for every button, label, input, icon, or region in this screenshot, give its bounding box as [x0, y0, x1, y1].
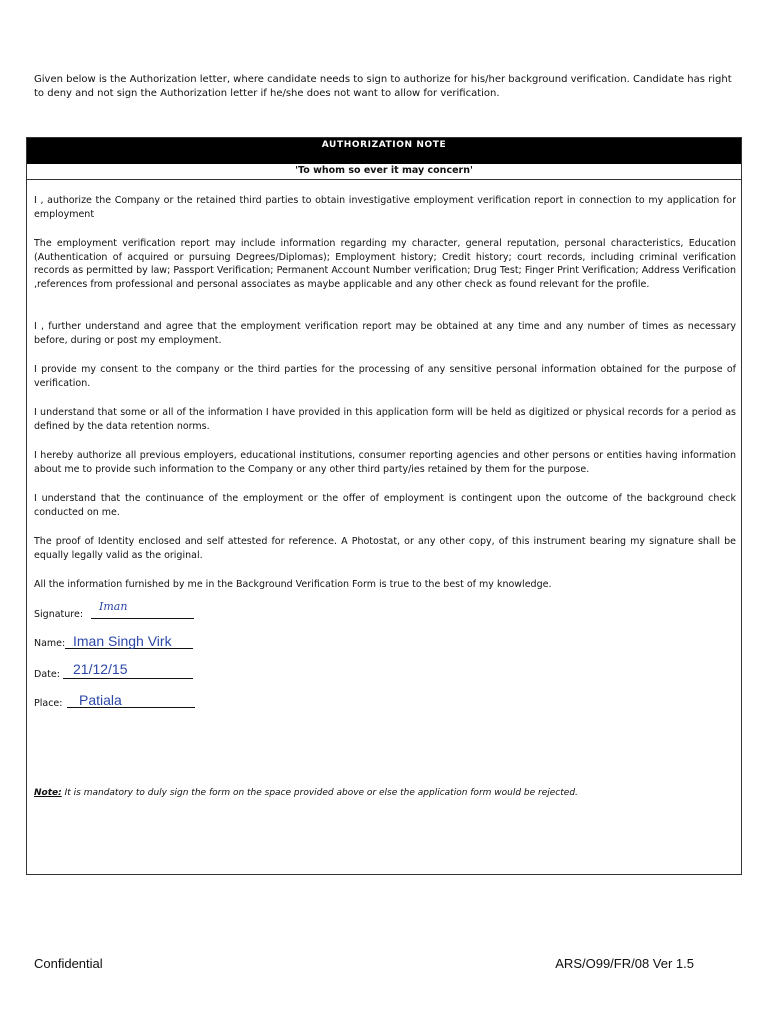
form-subtitle: 'To whom so ever it may concern': [27, 164, 741, 180]
paragraph-contingent: I understand that the continuance of the employment or the offer of employment is contingent upon the outcome of the background check conducted on me.: [34, 493, 736, 518]
signature-label: Signature:: [34, 609, 84, 620]
place-value: Patiala: [79, 692, 122, 708]
paragraph-authorize: I , authorize the Company or the retained third parties to obtain investigative employment verification report in connection to my application for employment: [34, 195, 736, 220]
paragraph-employers: I hereby authorize all previous employers, educational institutions, consumer reporting agencies and other persons or entities having information about me to provide such information to the Company or any other third party/ies retained by them for the purpose.: [34, 450, 736, 475]
note-text: It is mandatory to duly sign the form on the space provided above or else the application form would be rejected.: [64, 788, 578, 798]
name-value: Iman Singh Virk: [73, 633, 172, 649]
form-title: AUTHORIZATION NOTE: [321, 140, 447, 150]
signature-mark: Iman: [99, 600, 128, 613]
paragraph-true: All the information furnished by me in the Background Verification Form is true to the best of my knowledge.: [34, 579, 552, 590]
form-header: [27, 138, 741, 164]
authorization-form: [26, 137, 742, 875]
note-label: Note:: [34, 788, 62, 798]
footer-document-code: ARS/O99/FR/08 Ver 1.5: [555, 956, 694, 971]
paragraph-proof: The proof of Identity enclosed and self attested for reference. A Photostat, or any other copy, of this instrument bearing my signature shall be equally legally valid as the original.: [34, 536, 736, 561]
date-label: Date:: [34, 669, 60, 680]
footer-confidential: Confidential: [34, 956, 103, 971]
paragraph-records: I understand that some or all of the information I have provided in this application form will be held as digitized or physical records for a period as defined by the data retention norms.: [34, 407, 736, 432]
paragraph-consent: I provide my consent to the company or the third parties for the processing of any sensitive personal information obtained for the purpose of verification.: [34, 364, 736, 389]
paragraph-agree: I , further understand and agree that the employment verification report may be obtained at any time and any number of times as necessary before, during or post my employment.: [34, 321, 736, 346]
intro-text: Given below is the Authorization letter, where candidate needs to sign to authorize for his/her background verification. Candidate has right to deny and not sign the Authorization letter if he/she does not want to allow for verification.: [34, 74, 732, 99]
paragraph-report-scope: The employment verification report may include information regarding my character, general reputation, personal characteristics, Education (Authentication of acquired or pursuing Degrees/Diplomas); Employment history; Credit history; court records, including criminal verification records as permitted by law; Passport Verification; Permanent Account Number verification; Drug Test; Finger Print Verification; Address Verification ,references from professional and personal associates as maybe applicable and any other check as found relevant for the profile.: [34, 238, 736, 290]
note: [34, 788, 578, 798]
place-label: Place:: [34, 698, 63, 709]
name-label: Name:: [34, 638, 66, 649]
date-value: 21/12/15: [73, 661, 128, 677]
